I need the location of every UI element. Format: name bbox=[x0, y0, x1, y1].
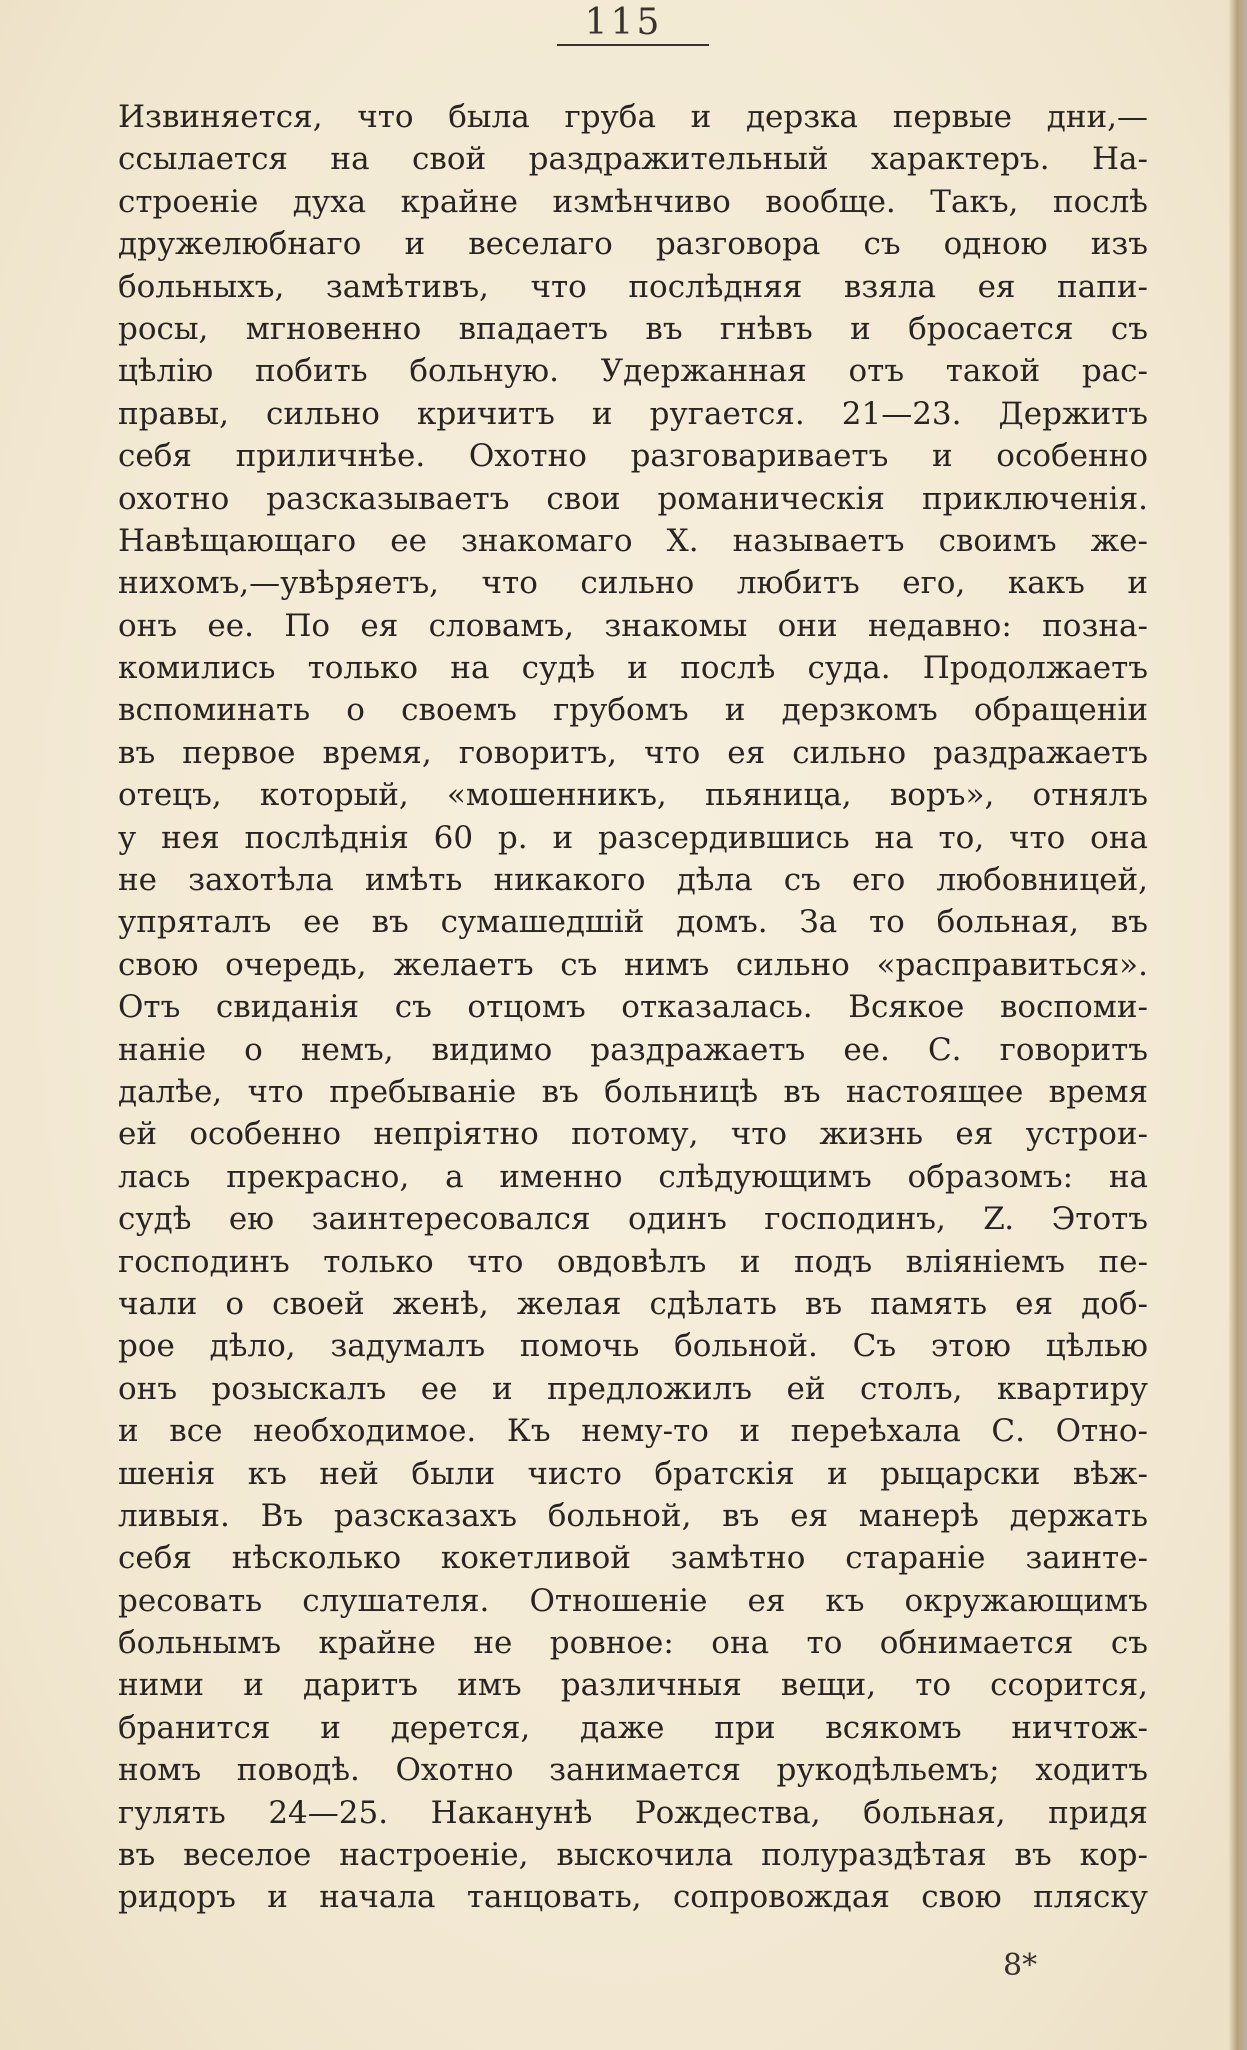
text-line: чали о своей женѣ, желая сдѣлать въ память ея доб- bbox=[118, 1285, 1148, 1322]
text-line: ресовать слушателя. Отношеніе ея къ окружающимъ bbox=[118, 1582, 1148, 1619]
text-line: ей особенно непріятно потому, что жизнь ея устрои- bbox=[118, 1116, 1148, 1153]
text-line: далѣе, что пребываніе въ больницѣ въ настоящее время bbox=[118, 1073, 1148, 1110]
text-line: росы, мгновенно впадаетъ въ гнѣвъ и бросается съ bbox=[118, 310, 1148, 347]
text-line: больнымъ крайне не ровное: она то обнимается съ bbox=[118, 1625, 1148, 1662]
text-line: себя нѣсколько кокетливой замѣтно стараніе заинте- bbox=[118, 1540, 1148, 1577]
text-line: бранится и дерется, даже при всякомъ ничтож- bbox=[118, 1709, 1148, 1746]
text-line: господинъ только что овдовѣлъ и подъ вліяніемъ пе- bbox=[118, 1243, 1148, 1280]
text-line: наніе о немъ, видимо раздражаетъ ее. С. говоритъ bbox=[118, 1031, 1148, 1068]
text-line: въ веселое настроеніе, выскочила полураздѣтая въ кор- bbox=[118, 1837, 1148, 1874]
text-line: вспоминать о своемъ грубомъ и дерзкомъ обращеніи bbox=[118, 692, 1148, 729]
text-line: номъ поводѣ. Охотно занимается рукодѣльемъ; ходитъ bbox=[118, 1752, 1148, 1789]
body-text bbox=[118, 96, 1148, 1919]
text-line: судѣ ею заинтересовался одинъ господинъ, Z. Этотъ bbox=[118, 1201, 1148, 1238]
text-line: правы, сильно кричитъ и ругается. 21—23. Держитъ bbox=[118, 395, 1148, 432]
page-number: 115 bbox=[584, 2, 663, 43]
text-line: свою очередь, желаетъ съ нимъ сильно «расправиться». bbox=[118, 946, 1148, 983]
header-rule bbox=[557, 44, 709, 46]
text-line: охотно разсказываетъ свои романическія приключенія. bbox=[118, 480, 1148, 517]
text-line: рое дѣло, задумалъ помочь больной. Съ этою цѣлью bbox=[118, 1328, 1148, 1365]
text-line: упряталъ ее въ сумашедшій домъ. За то больная, въ bbox=[118, 904, 1148, 941]
text-line: себя приличнѣе. Охотно разговариваетъ и особенно bbox=[118, 438, 1148, 475]
text-line: отецъ, который, «мошенникъ, пьяница, воръ», отнялъ bbox=[118, 777, 1148, 814]
text-line: нихомъ,—увѣряетъ, что сильно любитъ его, какъ и bbox=[118, 565, 1148, 602]
text-line: и все необходимое. Къ нему-то и переѣхала С. Отно- bbox=[118, 1413, 1148, 1450]
text-line: онъ ее. По ея словамъ, знакомы они недавно: позна- bbox=[118, 607, 1148, 644]
page-header bbox=[0, 0, 1247, 60]
text-line: не захотѣла имѣть никакого дѣла съ его любовницей, bbox=[118, 862, 1148, 899]
text-line: ливыя. Въ разсказахъ больной, въ ея манерѣ держать bbox=[118, 1497, 1148, 1534]
printer-signature-mark: 8* bbox=[1003, 1948, 1038, 1983]
text-line: Навѣщающаго ее знакомаго X. называетъ своимъ же- bbox=[118, 522, 1148, 559]
text-line: гулять 24—25. Наканунѣ Рождества, больная, придя bbox=[118, 1794, 1148, 1831]
text-line: въ первое время, говоритъ, что ея сильно раздражаетъ bbox=[118, 734, 1148, 771]
text-line: цѣлію побить больную. Удержанная отъ такой рас- bbox=[118, 353, 1148, 390]
text-line: лась прекрасно, а именно слѣдующимъ образомъ: на bbox=[118, 1158, 1148, 1195]
text-line: шенія къ ней были чисто братскія и рыцарски вѣж- bbox=[118, 1455, 1148, 1492]
text-line: ними и даритъ имъ различныя вещи, то ссорится, bbox=[118, 1667, 1148, 1704]
text-line: больныхъ, замѣтивъ, что послѣдняя взяла ея папи- bbox=[118, 268, 1148, 305]
text-line: ссылается на свой раздражительный характеръ. На- bbox=[118, 141, 1148, 178]
text-line: Извиняется, что была груба и дерзка первые дни,— bbox=[118, 99, 1148, 135]
text-line: дружелюбнаго и веселаго разговора съ одною изъ bbox=[118, 226, 1148, 263]
text-line: строеніе духа крайне измѣнчиво вообще. Такъ, послѣ bbox=[118, 183, 1148, 220]
page-binding-edge bbox=[1229, 0, 1247, 2050]
text-line: Отъ свиданія съ отцомъ отказалась. Всякое воспоми- bbox=[118, 989, 1148, 1026]
text-line: онъ розыскалъ ее и предложилъ ей столъ, квартиру bbox=[118, 1370, 1148, 1407]
text-line: ридоръ и начала танцовать, сопровождая свою пляску bbox=[118, 1879, 1148, 1916]
text-line: у нея послѣднія 60 р. и разсердившись на то, что она bbox=[118, 819, 1148, 856]
text-line: комились только на судѣ и послѣ суда. Продолжаетъ bbox=[118, 650, 1148, 687]
